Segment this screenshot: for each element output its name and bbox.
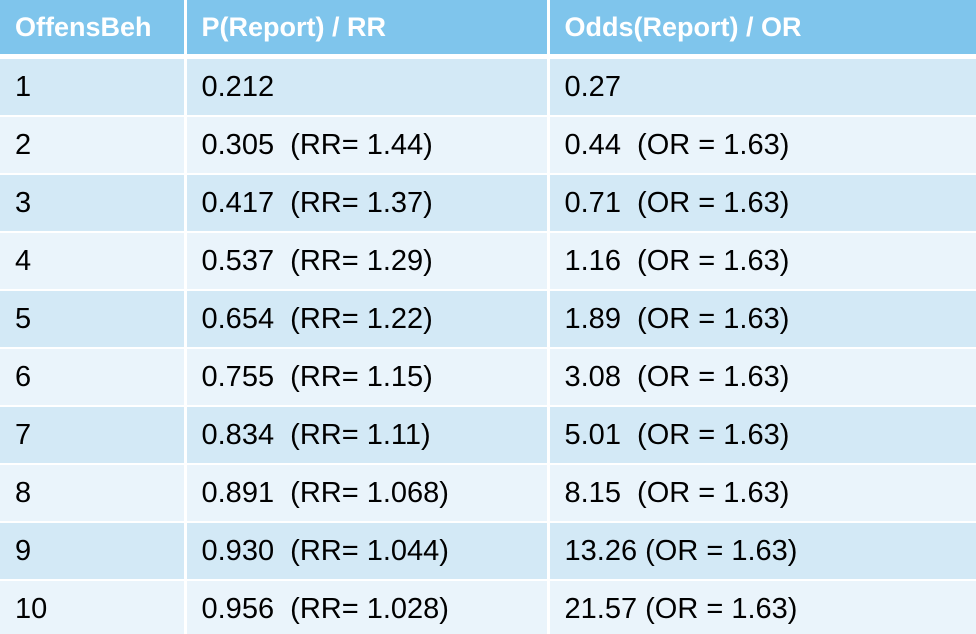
table-row xyxy=(0,116,976,174)
table-row xyxy=(0,57,976,117)
cell-offensbeh: 6 xyxy=(0,348,185,406)
cell-odds-report-or: 21.57 (OR = 1.63) xyxy=(548,580,976,634)
header-p-report-rr: P(Report) / RR xyxy=(185,0,548,57)
cell-odds-report-or: 1.89 (OR = 1.63) xyxy=(548,290,976,348)
cell-p-report-rr: 0.212 xyxy=(185,57,548,117)
cell-odds-report-or: 13.26 (OR = 1.63) xyxy=(548,522,976,580)
cell-p-report-rr: 0.930 (RR= 1.044) xyxy=(185,522,548,580)
cell-odds-report-or: 0.44 (OR = 1.63) xyxy=(548,116,976,174)
table-row xyxy=(0,522,976,580)
header-offensbeh: OffensBeh xyxy=(0,0,185,57)
cell-offensbeh: 7 xyxy=(0,406,185,464)
cell-offensbeh: 9 xyxy=(0,522,185,580)
table-row xyxy=(0,174,976,232)
table-row xyxy=(0,580,976,634)
cell-p-report-rr: 0.537 (RR= 1.29) xyxy=(185,232,548,290)
cell-p-report-rr: 0.417 (RR= 1.37) xyxy=(185,174,548,232)
table-row xyxy=(0,290,976,348)
header-odds-report-or: Odds(Report) / OR xyxy=(548,0,976,57)
cell-p-report-rr: 0.654 (RR= 1.22) xyxy=(185,290,548,348)
table-header xyxy=(0,0,976,57)
cell-p-report-rr: 0.755 (RR= 1.15) xyxy=(185,348,548,406)
cell-odds-report-or: 8.15 (OR = 1.63) xyxy=(548,464,976,522)
cell-offensbeh: 8 xyxy=(0,464,185,522)
cell-p-report-rr: 0.956 (RR= 1.028) xyxy=(185,580,548,634)
cell-odds-report-or: 5.01 (OR = 1.63) xyxy=(548,406,976,464)
cell-offensbeh: 1 xyxy=(0,57,185,117)
table-row xyxy=(0,232,976,290)
cell-p-report-rr: 0.834 (RR= 1.11) xyxy=(185,406,548,464)
table-row xyxy=(0,464,976,522)
cell-offensbeh: 10 xyxy=(0,580,185,634)
cell-offensbeh: 3 xyxy=(0,174,185,232)
cell-odds-report-or: 3.08 (OR = 1.63) xyxy=(548,348,976,406)
header-row xyxy=(0,0,976,57)
cell-offensbeh: 4 xyxy=(0,232,185,290)
cell-p-report-rr: 0.891 (RR= 1.068) xyxy=(185,464,548,522)
table-row xyxy=(0,348,976,406)
table-row xyxy=(0,406,976,464)
cell-odds-report-or: 0.27 xyxy=(548,57,976,117)
cell-p-report-rr: 0.305 (RR= 1.44) xyxy=(185,116,548,174)
cell-offensbeh: 2 xyxy=(0,116,185,174)
cell-offensbeh: 5 xyxy=(0,290,185,348)
cell-odds-report-or: 0.71 (OR = 1.63) xyxy=(548,174,976,232)
cell-odds-report-or: 1.16 (OR = 1.63) xyxy=(548,232,976,290)
table-body xyxy=(0,57,976,634)
